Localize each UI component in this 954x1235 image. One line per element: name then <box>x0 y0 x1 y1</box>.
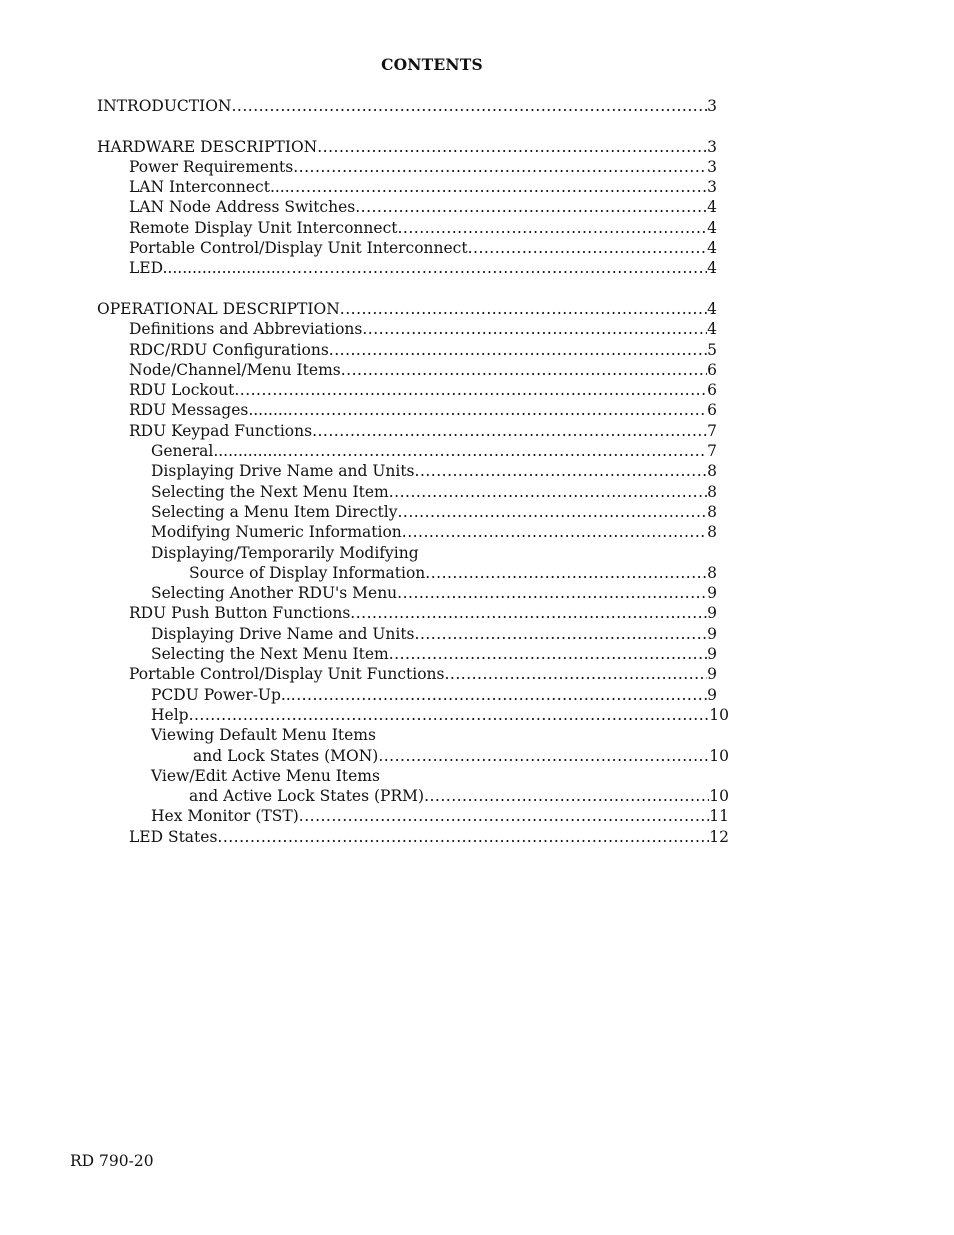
toc-entry-title: Selecting a Menu Item Directly <box>151 502 398 521</box>
toc-entry-title: INTRODUCTION <box>97 97 232 115</box>
toc-page-number: 9 <box>707 665 717 684</box>
toc-entry-title: Remote Display Unit Interconnect <box>129 218 398 237</box>
toc-entry-title: PCDU Power-Up.. <box>151 685 291 704</box>
dot-leader <box>317 137 707 157</box>
toc-page-number: 8 <box>707 563 717 582</box>
toc-entry <box>97 441 737 461</box>
toc-entry-title: LED........................ <box>129 259 281 278</box>
toc-page-number: 3 <box>707 157 717 176</box>
toc-page-number: 4 <box>707 299 717 318</box>
dot-leader <box>415 624 708 644</box>
toc-entry-title: Source of Display Information <box>189 563 426 582</box>
dot-leader <box>378 746 709 766</box>
toc-entry <box>97 766 737 786</box>
toc-page-number: 8 <box>707 462 717 481</box>
dot-leader <box>389 644 707 664</box>
toc-entry <box>97 522 737 542</box>
toc-page-number: 6 <box>707 401 717 420</box>
toc-entry <box>97 157 737 177</box>
toc-entry <box>97 543 737 563</box>
toc-entry-title: LED States <box>129 827 218 846</box>
toc-entry <box>97 725 737 745</box>
toc-entry <box>97 624 737 644</box>
dot-leader <box>234 380 707 400</box>
toc-page-number: 12 <box>709 827 729 846</box>
toc-entry-title: Modifying Numeric Information <box>151 523 402 542</box>
dot-leader <box>329 340 707 360</box>
dot-leader <box>355 197 707 217</box>
toc-entry <box>97 583 737 603</box>
toc-entry <box>97 421 737 441</box>
toc-page-number: 9 <box>707 624 717 643</box>
dot-leader <box>397 583 707 603</box>
toc-entry <box>97 827 737 847</box>
toc-entry <box>97 685 737 705</box>
toc-entry <box>97 218 737 238</box>
toc-page-number: 5 <box>707 340 717 359</box>
toc-page-number: 3 <box>707 97 717 115</box>
toc-entry <box>97 502 737 522</box>
toc-page-number: 7 <box>707 421 717 440</box>
dot-leader <box>402 522 707 542</box>
dot-leader <box>397 502 707 522</box>
toc-page-number: 8 <box>707 502 717 521</box>
dot-leader <box>415 461 708 481</box>
dot-leader <box>189 705 710 725</box>
dot-leader <box>350 603 707 623</box>
toc-entry-title: RDU Keypad Functions <box>129 421 313 440</box>
toc-entry-title: Selecting the Next Menu Item <box>151 645 389 664</box>
dot-leader <box>282 441 707 461</box>
toc-entry-title: and Lock States (MON) <box>193 746 379 765</box>
toc-entry-title: Portable Control/Display Unit Functions <box>129 665 445 684</box>
toc-entry <box>97 238 737 258</box>
toc-entry <box>97 806 737 826</box>
toc-page-number: 7 <box>707 442 717 461</box>
toc-entry <box>97 299 737 319</box>
toc-entry <box>97 137 737 157</box>
toc-page-number: 9 <box>707 584 717 603</box>
toc-entry <box>97 664 737 684</box>
toc-entry <box>97 319 737 339</box>
toc-entry-title: HARDWARE DESCRIPTION <box>97 137 318 156</box>
toc-page-number: 6 <box>707 360 717 379</box>
toc-entry-title: Help <box>151 705 189 724</box>
dot-leader <box>444 664 707 684</box>
toc-entry <box>97 705 737 725</box>
toc-entry-title: Node/Channel/Menu Items <box>129 360 341 379</box>
toc-entry <box>97 746 737 766</box>
toc-entry-title: Power Requirements <box>129 157 294 176</box>
toc-entry-title: Displaying Drive Name and Units <box>151 624 415 643</box>
toc-page-number: 4 <box>707 259 717 278</box>
toc-entry-title: General.............. <box>151 442 283 461</box>
dot-leader <box>312 421 707 441</box>
toc-entry <box>97 340 737 360</box>
document-code: RD 790-20 <box>70 1152 154 1170</box>
toc-entry-title: Selecting Another RDU's Menu <box>151 584 398 603</box>
toc-entry-title: RDC/RDU Configurations <box>129 340 329 359</box>
toc-page-number: 9 <box>707 645 717 664</box>
toc-entry <box>97 197 737 217</box>
toc-entry <box>97 380 737 400</box>
dot-leader <box>290 177 707 197</box>
toc-entry-title: and Active Lock States (PRM) <box>189 787 425 806</box>
toc-page-number: 4 <box>707 320 717 339</box>
toc-entry <box>97 96 737 116</box>
dot-leader <box>217 827 709 847</box>
dot-leader <box>291 685 707 705</box>
dot-leader <box>397 218 707 238</box>
toc-entry <box>97 482 737 502</box>
toc-page-number: 10 <box>709 705 729 724</box>
toc-entry-title: Viewing Default Menu Items <box>151 726 376 745</box>
toc-page-number: 8 <box>707 523 717 542</box>
toc-page-number: 4 <box>707 218 717 237</box>
toc-entry-title: Definitions and Abbreviations <box>129 320 363 339</box>
toc-page-number: 6 <box>707 381 717 400</box>
toc-entry-title: OPERATIONAL DESCRIPTION <box>97 299 340 318</box>
toc-entry-title: Portable Control/Display Unit Interconnect <box>129 239 468 258</box>
toc-entry-title: Displaying/Temporarily Modifying <box>151 543 419 562</box>
toc-entry <box>97 400 737 420</box>
toc-entry-title: View/Edit Active Menu Items <box>151 766 380 785</box>
toc-entry <box>97 177 737 197</box>
toc-page-number: 3 <box>707 137 717 156</box>
dot-leader <box>288 400 707 420</box>
toc-page-number: 3 <box>707 178 717 197</box>
toc-page-number: 8 <box>707 482 717 501</box>
toc-entry <box>97 563 737 583</box>
toc-entry-title: Displaying Drive Name and Units <box>151 462 415 481</box>
toc-entry-title: LAN Node Address Switches <box>129 198 356 217</box>
toc-entry <box>97 786 737 806</box>
dot-leader <box>281 258 707 278</box>
dot-leader <box>293 157 707 177</box>
dot-leader <box>424 786 709 806</box>
dot-leader <box>299 806 709 826</box>
page-title: CONTENTS <box>381 55 483 74</box>
toc-entry-title: Hex Monitor (TST) <box>151 807 299 826</box>
dot-leader <box>341 360 707 380</box>
dot-leader <box>468 238 708 258</box>
toc-page-number: 9 <box>707 604 717 623</box>
toc-page-number: 10 <box>709 787 729 806</box>
toc-page-number: 4 <box>707 198 717 217</box>
toc-entry <box>97 258 737 278</box>
dot-leader <box>340 299 707 319</box>
toc-page-number: 10 <box>709 746 729 765</box>
toc-entry-title: RDU Lockout <box>129 381 235 400</box>
toc-entry-title: RDU Push Button Functions <box>129 604 351 623</box>
dot-leader <box>389 482 707 502</box>
dot-leader <box>231 96 707 116</box>
toc-page-number: 9 <box>707 685 717 704</box>
toc-entry-title: Selecting the Next Menu Item <box>151 482 389 501</box>
toc-page-number: 4 <box>707 239 717 258</box>
toc-entry <box>97 461 737 481</box>
table-of-contents <box>97 96 737 847</box>
toc-page-number: 11 <box>709 807 729 826</box>
toc-entry-title: LAN Interconnect.... <box>129 178 290 197</box>
toc-entry <box>97 644 737 664</box>
toc-entry-title: RDU Messages........ <box>129 401 288 420</box>
dot-leader <box>425 563 707 583</box>
dot-leader <box>362 319 707 339</box>
toc-entry <box>97 360 737 380</box>
toc-entry <box>97 603 737 623</box>
